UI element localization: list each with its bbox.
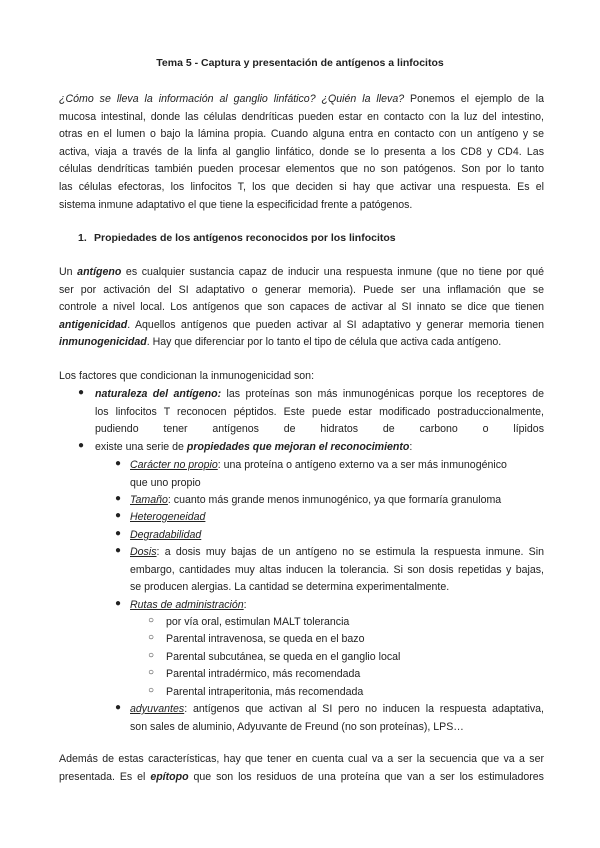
bullet-disc-icon: ●: [78, 440, 85, 451]
bullet-disc-icon: ●: [115, 510, 122, 521]
term-epitopo: epítopo: [150, 770, 189, 783]
section-heading: [78, 232, 396, 244]
bullet-disc-icon: ●: [115, 493, 122, 504]
ruta-item: Parental intraperitonia, más recomendada: [166, 686, 364, 698]
bullet-disc-icon: ●: [115, 528, 122, 539]
factor-propiedades: existe una serie de propiedades que mejoran el reconocimiento:: [95, 441, 413, 453]
sub-dosis: Dosis: a dosis muy bajas de un antígeno no se estimula la respuesta inmune. Sin embargo, cantidades muy altas inducen la tolerancia. Si son dosis repetidas y bajas, se producen alergias. La cantidad se determina experimentalmente.: [130, 546, 544, 594]
term-antigenicidad: antigenicidad: [59, 318, 128, 331]
bullet-circle-icon: ○: [148, 667, 155, 678]
definition-paragraph: [59, 264, 544, 352]
bullet-disc-icon: ●: [115, 545, 122, 556]
sub-heterogeneidad: Heterogeneidad: [130, 511, 206, 523]
ruta-item: Parental intradérmico, más recomendada: [166, 668, 361, 680]
def-line: controle a nivel local. Los antígenos que son capaces de activar al SI innato se dice que tienen: [59, 301, 544, 314]
sub-caracter: Carácter no propio: una proteína o antígeno externo va a ser más inmunogénico que uno propio: [130, 459, 507, 489]
bullet-circle-icon: ○: [148, 685, 155, 696]
bullet-circle-icon: ○: [148, 650, 155, 661]
ruta-item: Parental subcutánea, se queda en el ganglio local: [166, 651, 401, 663]
term-antigeno: antígeno: [77, 266, 122, 278]
closing-line: presentada. Es el epítopo que son los residuos de una proteína que van a ser los estimuladores: [59, 770, 544, 783]
bullet-disc-icon: ●: [115, 598, 122, 609]
sub-adyuvantes: adyuvantes: antígenos que activan al SI pero no inducen la respuesta adaptativa, son sales de aluminio, Adyuvante de Freund (no son proteínas), LPS…: [130, 703, 544, 733]
sub-tamano: Tamaño: cuanto más grande menos inmunogénico, ya que formaría granuloma: [130, 494, 502, 506]
def-line: ser por activación del SI adaptativo o generar memoria). Puede ser una inflamación que se: [59, 283, 544, 296]
term-inmunogenicidad: inmunogenicidad: [59, 336, 147, 349]
bullet-disc-icon: ●: [115, 458, 122, 469]
section-number: 1.: [78, 232, 87, 244]
sub-degradabilidad: Degradabilidad: [130, 529, 202, 541]
section-heading-text: Propiedades de los antígenos reconocidos por los linfocitos: [94, 232, 396, 244]
page-title: Tema 5 - Captura y presentación de antígenos a linfocitos: [156, 57, 444, 69]
bullet-disc-icon: ●: [115, 702, 122, 713]
intro-line: sistema inmune adaptativo el que tiene la especificidad frente a patógenos.: [59, 198, 413, 211]
factors-intro: Los factores que condicionan la inmunogenicidad son:: [59, 370, 315, 382]
closing-paragraph: [59, 751, 544, 786]
intro-line: mucosa intestinal, donde las células dendríticas pueden estar en contacto con la luz del intestino,: [59, 110, 544, 123]
bullet-circle-icon: ○: [148, 615, 155, 626]
intro-line: activa, viaja a través de la linfa al ganglio linfático, donde se lo presenta a los CD8 y CD4. Las: [59, 145, 544, 158]
intro-line: ¿Cómo se lleva la información al ganglio linfático? ¿Quién la lleva? Ponemos el ejemplo de la: [59, 93, 544, 105]
factor-naturaleza: naturaleza del antígeno: las proteínas son más inmunogénicas porque los receptores de los linfocitos T reconocen péptidos. Este puede estar modificado postraduccionalmente, pudiendo tener antígenos de hidratos de carbono o lípidos: [95, 388, 544, 436]
ruta-item: por vía oral, estimulan MALT tolerancia: [166, 616, 350, 628]
def-line: inmunogenicidad. Hay que diferenciar por lo tanto el tipo de célula que activa cada antígeno.: [59, 336, 502, 349]
bullet-disc-icon: ●: [78, 387, 85, 398]
intro-line: células dendríticas también pueden procesar elementos que no son patógenos. Son por lo tanto: [59, 163, 544, 176]
def-line: Un antígeno es cualquier sustancia capaz de inducir una respuesta inmune (que no tiene por qué: [59, 266, 544, 278]
closing-line: Además de estas características, hay que tener en cuenta cual va a ser la secuencia que va a ser: [59, 753, 544, 765]
sub-rutas: Rutas de administración:: [130, 599, 247, 611]
intro-paragraph: [59, 91, 544, 214]
def-line: antigenicidad. Aquellos antígenos que pueden activar al SI adaptativo y generar memoria tienen: [59, 318, 544, 331]
intro-line: otras en el lumen o bajo la lámina propia. Cuando alguna entra en contacto con un antígeno y se: [59, 128, 544, 141]
bullet-circle-icon: ○: [148, 632, 155, 643]
ruta-item: Parental intravenosa, se queda en el bazo: [166, 633, 365, 645]
intro-line: las células efectoras, los linfocitos T, los que deciden si hay que activar una respuesta. Es el: [59, 180, 544, 193]
